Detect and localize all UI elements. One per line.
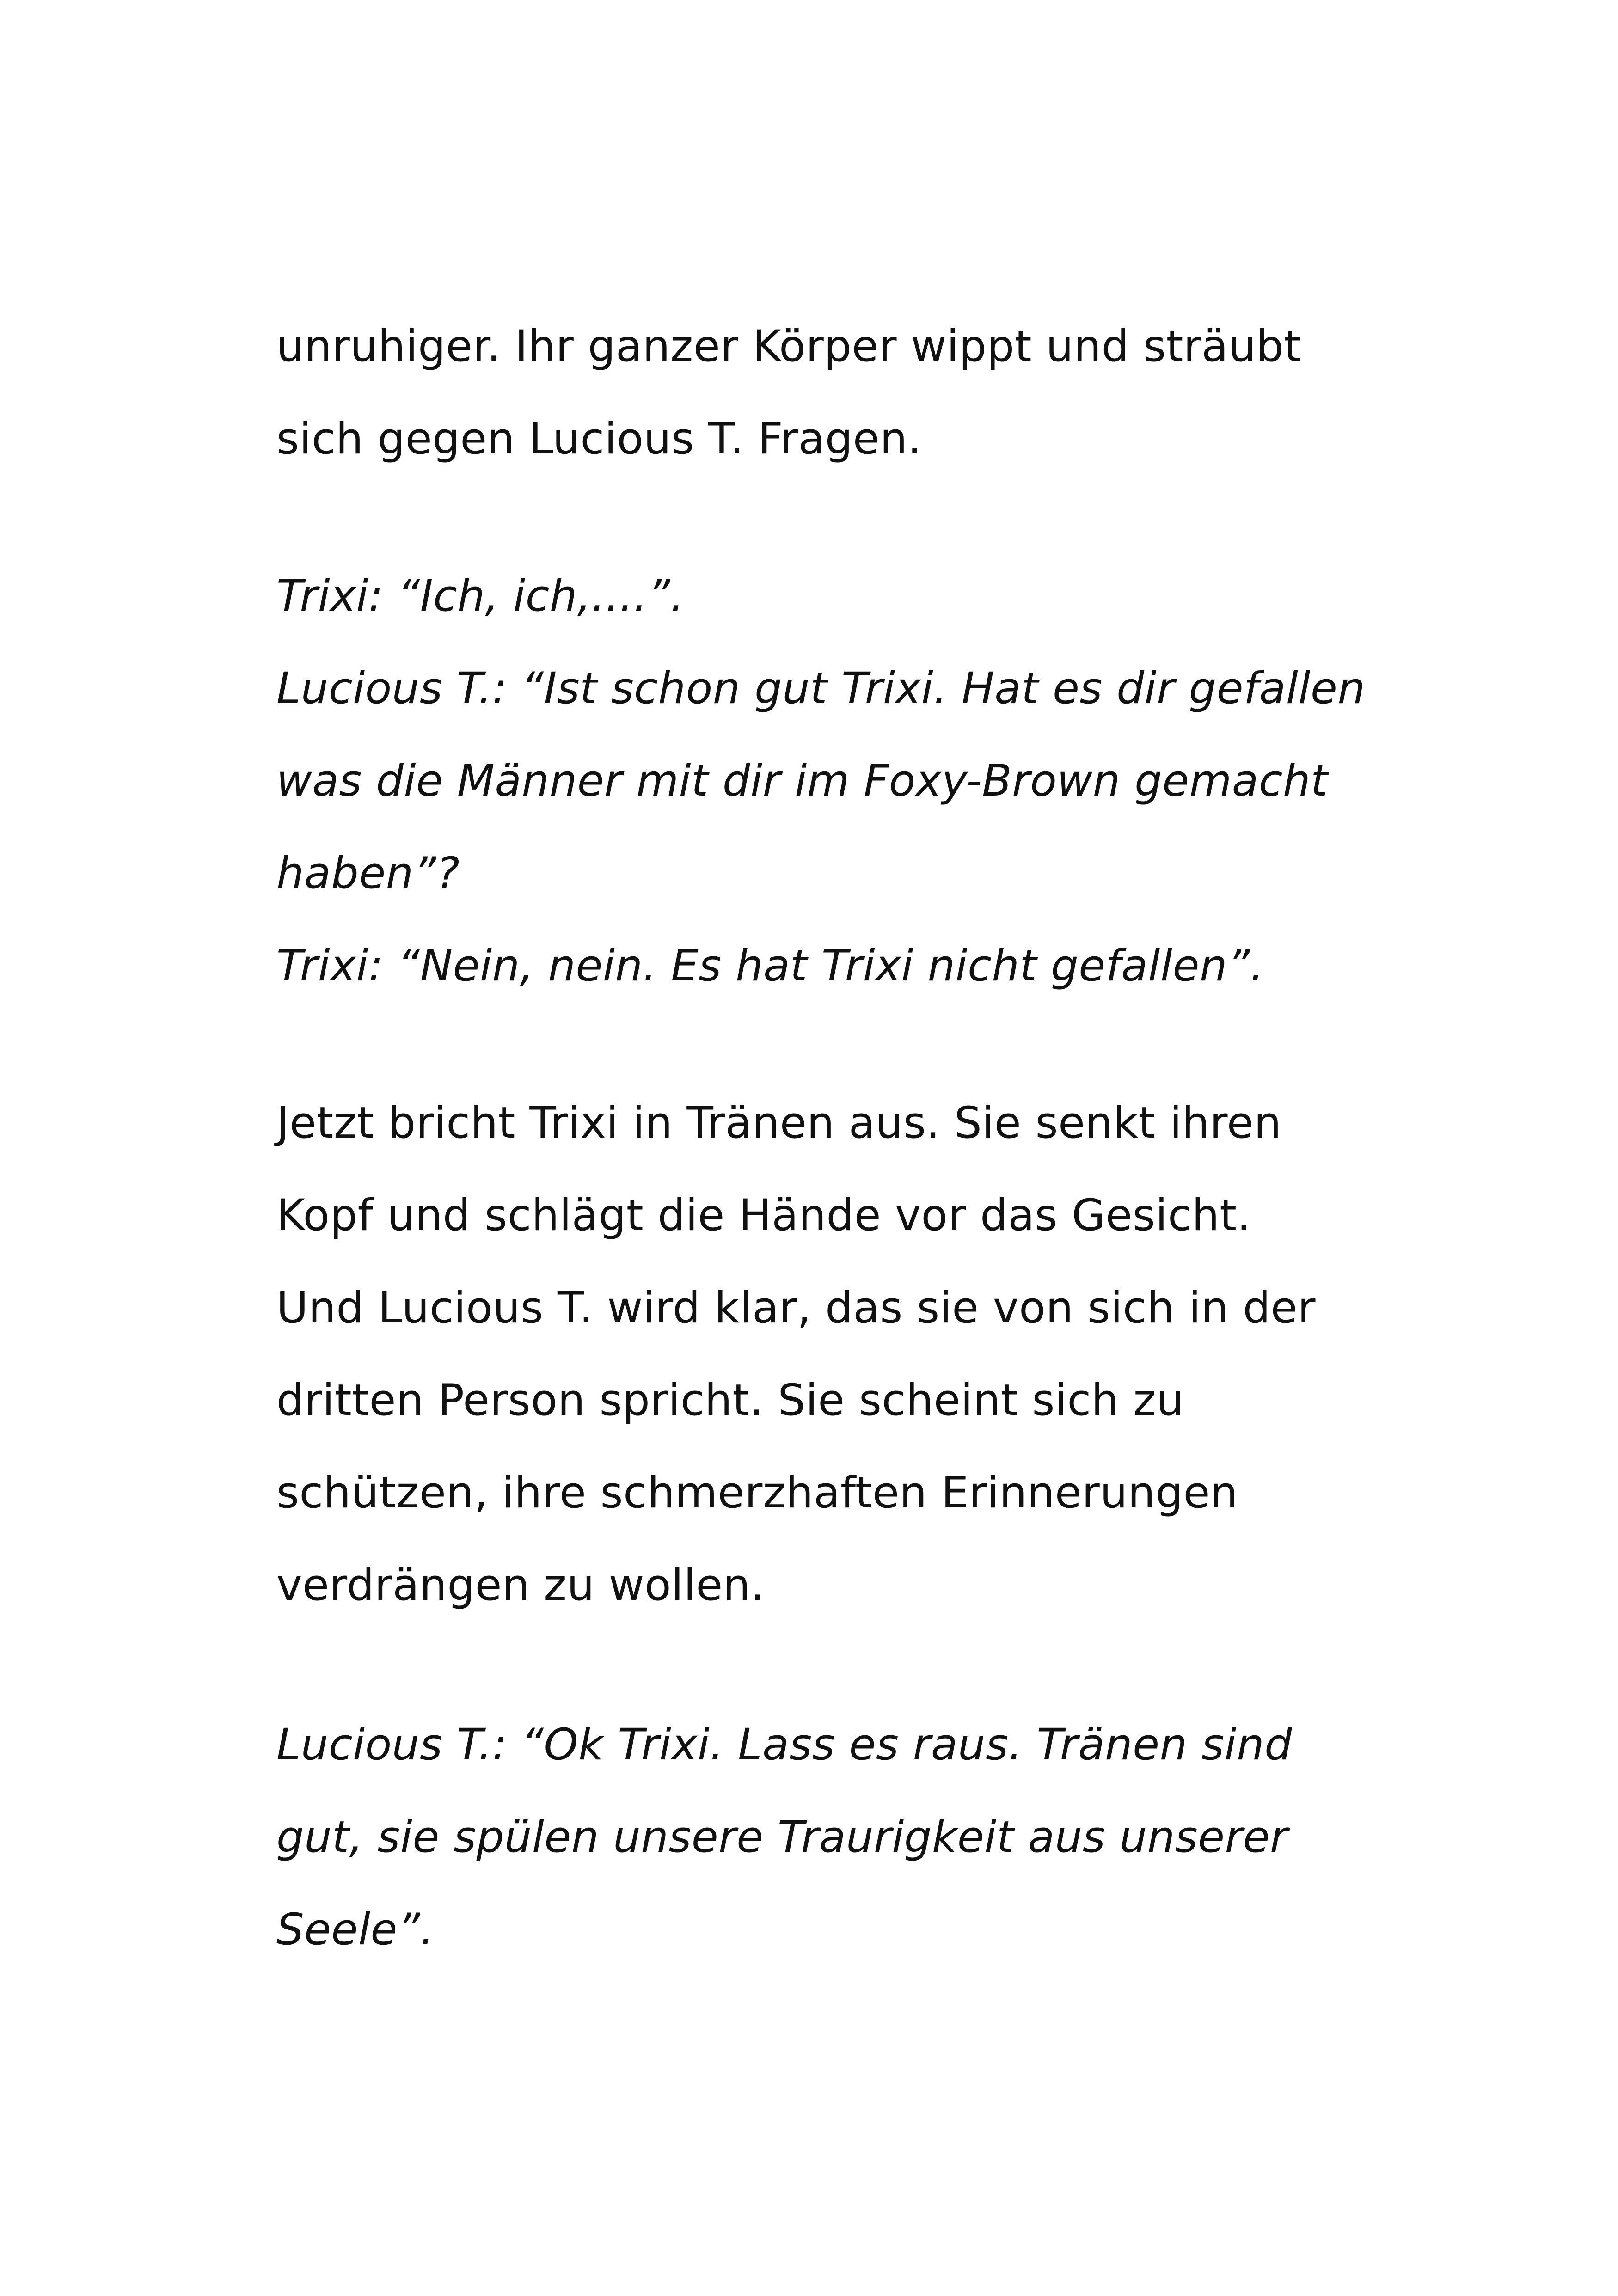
narration-line: Kopf und schlägt die Hände vor das Gesicht. — [276, 1190, 1251, 1241]
dialogue-line: was die Männer mit dir im Foxy-Brown gemacht — [276, 756, 1328, 806]
dialogue-line: Seele”. — [276, 1904, 435, 1955]
narration-line: dritten Person spricht. Sie scheint sich zu — [276, 1375, 1184, 1426]
dialogue-line: Lucious T.: “Ist schon gut Trixi. Hat es dir gefallen — [276, 663, 1366, 714]
narration-line: Jetzt bricht Trixi in Tränen aus. Sie senkt ihren — [276, 1098, 1282, 1148]
dialogue-line: Trixi: “Ich, ich,....”. — [276, 571, 685, 621]
narration-line: Und Lucious T. wird klar, das sie von sich in der — [276, 1283, 1316, 1333]
dialogue-line: haben”? — [276, 848, 460, 899]
narration-line: sich gegen Lucious T. Fragen. — [276, 414, 922, 464]
dialogue-line: Lucious T.: “Ok Trixi. Lass es raus. Tränen sind — [276, 1720, 1293, 1770]
dialogue-line: gut, sie spülen unsere Traurigkeit aus unserer — [276, 1812, 1288, 1862]
narration-line: unruhiger. Ihr ganzer Körper wippt und sträubt — [276, 321, 1301, 372]
narration-line: verdrängen zu wollen. — [276, 1560, 765, 1610]
dialogue-line: Trixi: “Nein, nein. Es hat Trixi nicht gefallen”. — [276, 941, 1264, 991]
narration-line: schützen, ihre schmerzhaften Erinnerungen — [276, 1468, 1238, 1518]
